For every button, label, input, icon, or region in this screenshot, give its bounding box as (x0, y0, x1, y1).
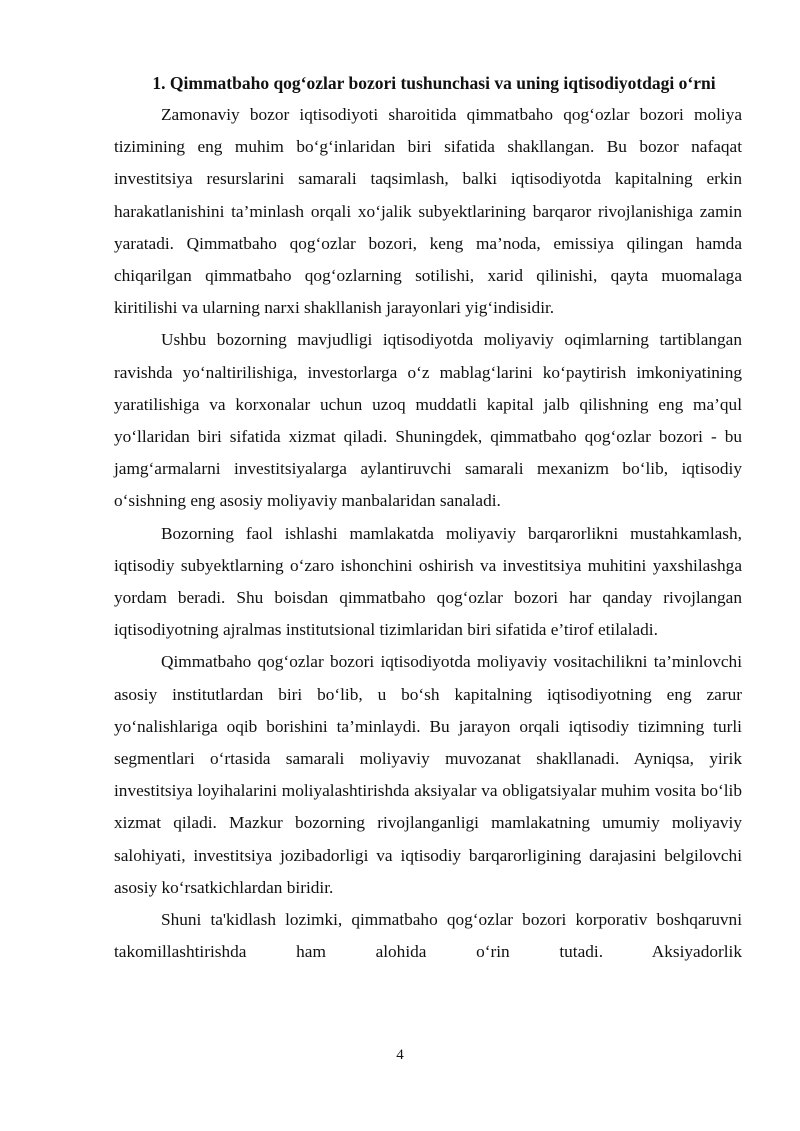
section-heading: 1. Qimmatbaho qog‘ozlar bozori tushunchasi va uning iqtisodiyotdagi o‘rni (152, 73, 716, 93)
paragraph-5: Shuni ta'kidlash lozimki, qimmatbaho qog‘ozlar bozori korporativ boshqaruvni takomillashtirishda ham alohida o‘rin tutadi. Aksiyadorlik (114, 910, 742, 962)
paragraph-1: Zamonaviy bozor iqtisodiyoti sharoitida qimmatbaho qog‘ozlar bozori moliya tizimining eng muhim bo‘g‘inlaridan biri sifatida shakllangan. Bu bozor nafaqat investitsiya resurslarini samarali taqsimlash, balki iqtisodiyotda kapitalning erkin harakatlanishini ta’minlash orqali xo‘jalik subyektlarining barqaror rivojlanishiga zamin yaratadi. Qimmatbaho qog‘ozlar bozori, keng ma’noda, emissiya qilingan hamda chiqarilgan qimmatbaho qog‘ozlarning sotilishi, xarid qilinishi, qayta muomalaga kiritilishi va ularning narxi shakllanish jarayonlari yig‘indisidir. (114, 105, 742, 318)
paragraph-3: Bozorning faol ishlashi mamlakatda moliyaviy barqarorlikni mustahkamlash, iqtisodiy subyektlarning o‘zaro ishonchini oshirish va investitsiya muhitini yaxshilashga yordam beradi. Shu boisdan qimmatbaho qog‘ozlar bozori har qanday rivojlangan iqtisodiyotning ajralmas institutsional tizimlaridan biri sifatida e’tirof etilaladi. (114, 523, 742, 640)
page-number: 4 (396, 1047, 404, 1063)
paragraph-4: Qimmatbaho qog‘ozlar bozori iqtisodiyotda moliyaviy vositachilikni ta’minlovchi asosiy institutlardan biri bo‘lib, u bo‘sh kapitalning iqtisodiyotning eng zarur yo‘nalishlariga oqib borishini ta’minlaydi. Bu jarayon orqali iqtisodiy tizimning turli segmentlari o‘rtasida samarali moliyaviy muvozanat shakllanadi. Ayniqsa, yirik investitsiya loyihalarini moliyalashtirishda aksiyalar va obligatsiyalar muhim vosita bo‘lib xizmat qiladi. Mazkur bozorning rivojlanganligi mamlakatning umumiy moliyaviy salohiyati, investitsiya jozibadorligi va iqtisodiy barqarorligining darajasini belgilovchi asosiy ko‘rsatkichlardan biridir. (114, 652, 742, 897)
document-page (114, 70, 742, 968)
paragraph-2: Ushbu bozorning mavjudligi iqtisodiyotda moliyaviy oqimlarning tartiblangan ravishda yo‘naltirilishiga, investorlarga o‘z mablag‘larini ko‘paytirish imkoniyatining yaratilishiga va korxonalar uchun uzoq muddatli kapital jalb qilishning eng ma’qul yo‘llaridan biri sifatida xizmat qiladi. Shuningdek, qimmatbaho qog‘ozlar bozori - bu jamg‘armalarni investitsiyalarga aylantiruvchi samarali mexanizm bo‘lib, iqtisodiy o‘sishning eng asosiy moliyaviy manbalaridan sanaladi. (114, 330, 742, 511)
